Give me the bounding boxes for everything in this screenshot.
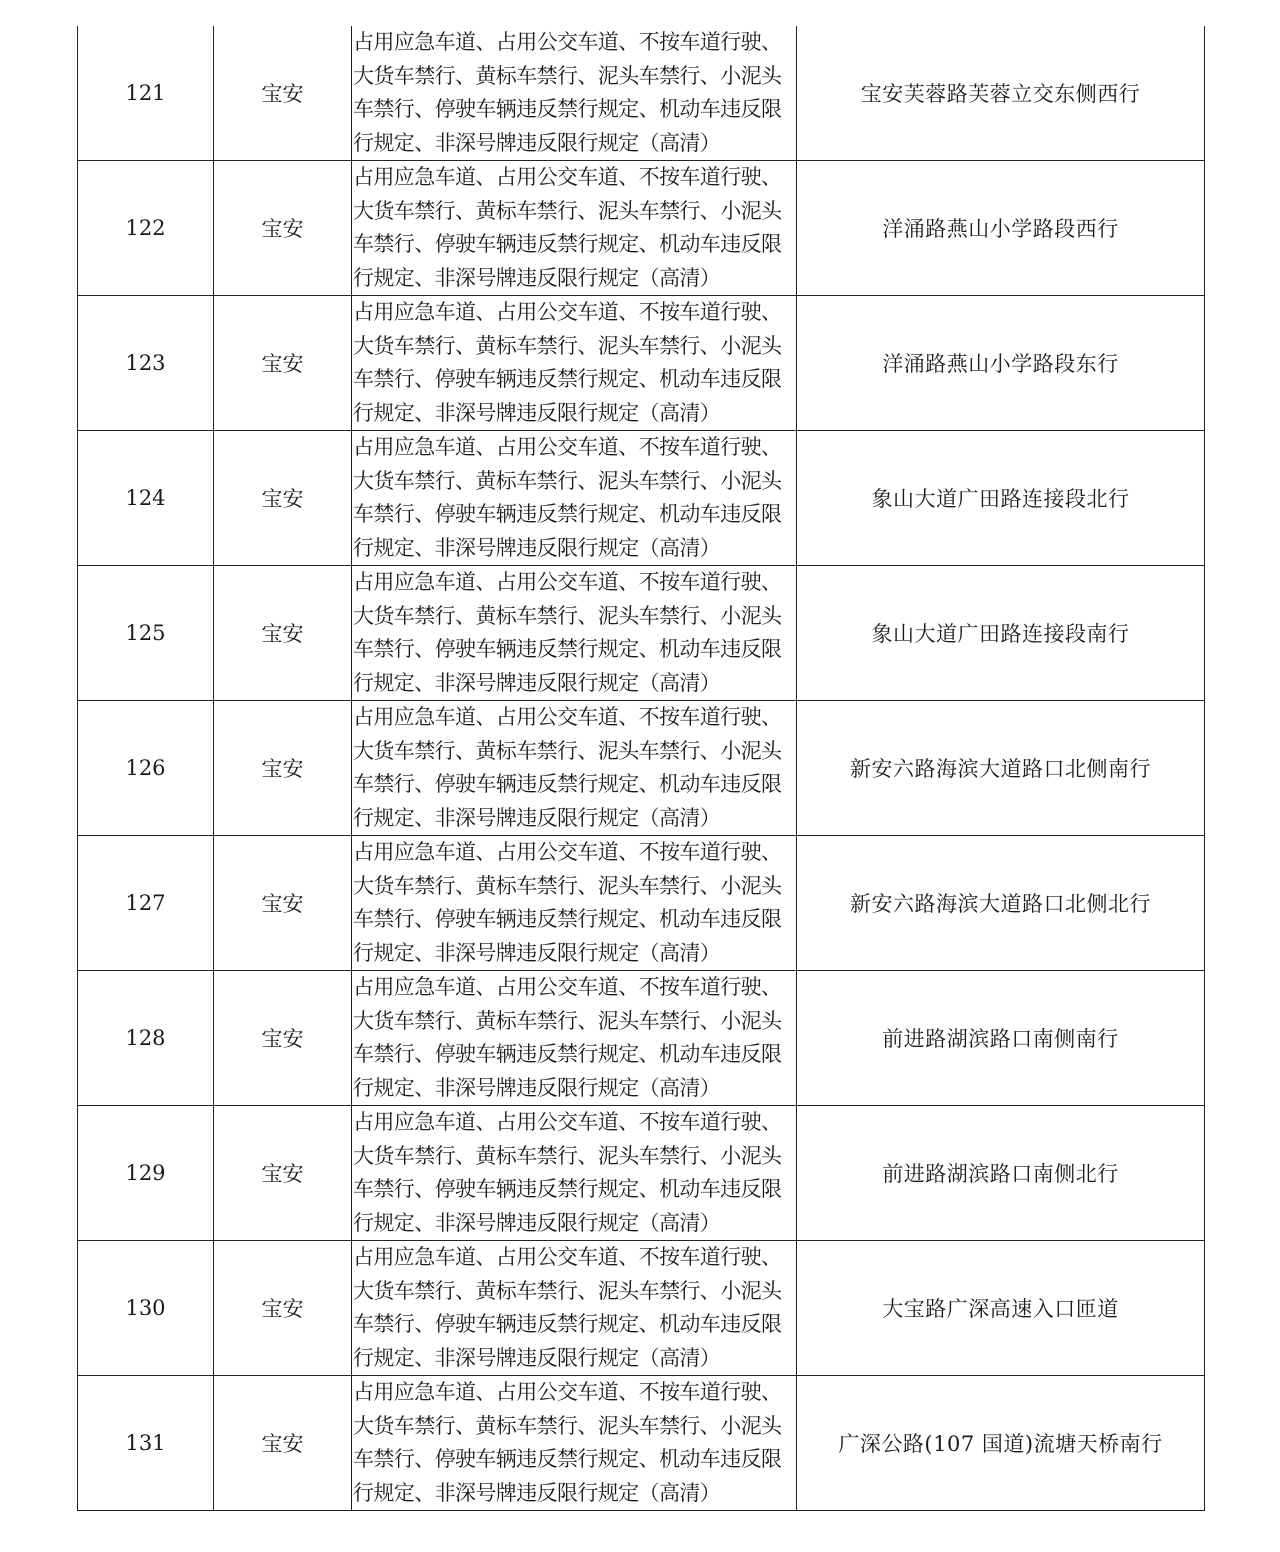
- row-location: 大宝路广深高速入口匝道: [882, 1297, 1119, 1321]
- row-location: 象山大道广田路连接段北行: [871, 487, 1130, 511]
- row-violations: 占用应急车道、占用公交车道、不按车道行驶、大货车禁行、黄标车禁行、泥头车禁行、小泥头车禁行、停驶车辆违反禁行规定、机动车违反限行规定、非深号牌违反限行规定（高清）: [353, 705, 782, 830]
- row-district: 宝安: [214, 701, 352, 836]
- row-district: 宝安: [214, 26, 352, 161]
- row-district: 宝安: [214, 566, 352, 701]
- row-violations-cell: [352, 971, 797, 1106]
- row-district: 宝安: [214, 296, 352, 431]
- table-row: [78, 161, 1205, 296]
- row-location-cell: [797, 836, 1205, 971]
- row-violations-cell: [352, 836, 797, 971]
- table-row: [78, 836, 1205, 971]
- row-violations-cell: [352, 296, 797, 431]
- row-district: 宝安: [214, 1376, 352, 1511]
- row-location-cell: [797, 431, 1205, 566]
- row-violations: 占用应急车道、占用公交车道、不按车道行驶、大货车禁行、黄标车禁行、泥头车禁行、小泥头车禁行、停驶车辆违反禁行规定、机动车违反限行规定、非深号牌违反限行规定（高清）: [353, 1245, 782, 1370]
- row-location: 新安六路海滨大道路口北侧南行: [850, 757, 1151, 781]
- row-violations: 占用应急车道、占用公交车道、不按车道行驶、大货车禁行、黄标车禁行、泥头车禁行、小泥头车禁行、停驶车辆违反禁行规定、机动车违反限行规定、非深号牌违反限行规定（高清）: [353, 840, 782, 965]
- row-location: 洋涌路燕山小学路段西行: [882, 217, 1119, 241]
- row-violations: 占用应急车道、占用公交车道、不按车道行驶、大货车禁行、黄标车禁行、泥头车禁行、小泥头车禁行、停驶车辆违反禁行规定、机动车违反限行规定、非深号牌违反限行规定（高清）: [353, 165, 782, 290]
- row-location-cell: [797, 1106, 1205, 1241]
- table-row: [78, 431, 1205, 566]
- row-number: 123: [78, 296, 214, 431]
- table-row: [78, 26, 1205, 161]
- row-location-cell: [797, 701, 1205, 836]
- row-location: 宝安芙蓉路芙蓉立交东侧西行: [860, 82, 1141, 106]
- row-number: 121: [78, 26, 214, 161]
- table-row: [78, 971, 1205, 1106]
- row-violations-cell: [352, 566, 797, 701]
- table-body: [78, 26, 1205, 1511]
- row-violations: 占用应急车道、占用公交车道、不按车道行驶、大货车禁行、黄标车禁行、泥头车禁行、小泥头车禁行、停驶车辆违反禁行规定、机动车违反限行规定、非深号牌违反限行规定（高清）: [353, 300, 782, 425]
- row-violations-cell: [352, 701, 797, 836]
- row-number: 124: [78, 431, 214, 566]
- row-location-cell: [797, 1376, 1205, 1511]
- row-number: 125: [78, 566, 214, 701]
- table-row: [78, 1106, 1205, 1241]
- row-violations: 占用应急车道、占用公交车道、不按车道行驶、大货车禁行、黄标车禁行、泥头车禁行、小泥头车禁行、停驶车辆违反禁行规定、机动车违反限行规定、非深号牌违反限行规定（高清）: [353, 1110, 782, 1235]
- row-violations-cell: [352, 1106, 797, 1241]
- row-district: 宝安: [214, 1241, 352, 1376]
- row-number: 126: [78, 701, 214, 836]
- row-location: 象山大道广田路连接段南行: [871, 622, 1130, 646]
- row-location: 洋涌路燕山小学路段东行: [882, 352, 1119, 376]
- row-location: 前进路湖滨路口南侧北行: [882, 1162, 1119, 1186]
- table-row: [78, 566, 1205, 701]
- row-location-cell: [797, 296, 1205, 431]
- row-district: 宝安: [214, 161, 352, 296]
- table-row: [78, 701, 1205, 836]
- row-district: 宝安: [214, 836, 352, 971]
- row-district: 宝安: [214, 431, 352, 566]
- row-violations-cell: [352, 161, 797, 296]
- row-location: 新安六路海滨大道路口北侧北行: [850, 892, 1151, 916]
- row-district: 宝安: [214, 1106, 352, 1241]
- row-violations: 占用应急车道、占用公交车道、不按车道行驶、大货车禁行、黄标车禁行、泥头车禁行、小泥头车禁行、停驶车辆违反禁行规定、机动车违反限行规定、非深号牌违反限行规定（高清）: [353, 1380, 782, 1505]
- row-violations-cell: [352, 1241, 797, 1376]
- row-violations-cell: [352, 431, 797, 566]
- row-number: 127: [78, 836, 214, 971]
- row-location-cell: [797, 1241, 1205, 1376]
- row-location-cell: [797, 971, 1205, 1106]
- row-location: 广深公路(107 国道)流塘天桥南行: [838, 1432, 1163, 1456]
- row-violations: 占用应急车道、占用公交车道、不按车道行驶、大货车禁行、黄标车禁行、泥头车禁行、小泥头车禁行、停驶车辆违反禁行规定、机动车违反限行规定、非深号牌违反限行规定（高清）: [353, 435, 782, 560]
- row-location: 前进路湖滨路口南侧南行: [882, 1027, 1119, 1051]
- row-number: 131: [78, 1376, 214, 1511]
- row-number: 129: [78, 1106, 214, 1241]
- row-number: 122: [78, 161, 214, 296]
- row-number: 128: [78, 971, 214, 1106]
- row-location-cell: [797, 161, 1205, 296]
- table-row: [78, 1376, 1205, 1511]
- row-district: 宝安: [214, 971, 352, 1106]
- table-row: [78, 296, 1205, 431]
- row-violations: 占用应急车道、占用公交车道、不按车道行驶、大货车禁行、黄标车禁行、泥头车禁行、小泥头车禁行、停驶车辆违反禁行规定、机动车违反限行规定、非深号牌违反限行规定（高清）: [353, 570, 782, 695]
- row-violations-cell: [352, 1376, 797, 1511]
- row-violations: 占用应急车道、占用公交车道、不按车道行驶、大货车禁行、黄标车禁行、泥头车禁行、小泥头车禁行、停驶车辆违反禁行规定、机动车违反限行规定、非深号牌违反限行规定（高清）: [353, 975, 782, 1100]
- row-violations: 占用应急车道、占用公交车道、不按车道行驶、大货车禁行、黄标车禁行、泥头车禁行、小泥头车禁行、停驶车辆违反禁行规定、机动车违反限行规定、非深号牌违反限行规定（高清）: [353, 30, 782, 155]
- row-violations-cell: [352, 26, 797, 161]
- camera-location-table: [77, 26, 1205, 1511]
- row-number: 130: [78, 1241, 214, 1376]
- row-location-cell: [797, 566, 1205, 701]
- table-row: [78, 1241, 1205, 1376]
- row-location-cell: [797, 26, 1205, 161]
